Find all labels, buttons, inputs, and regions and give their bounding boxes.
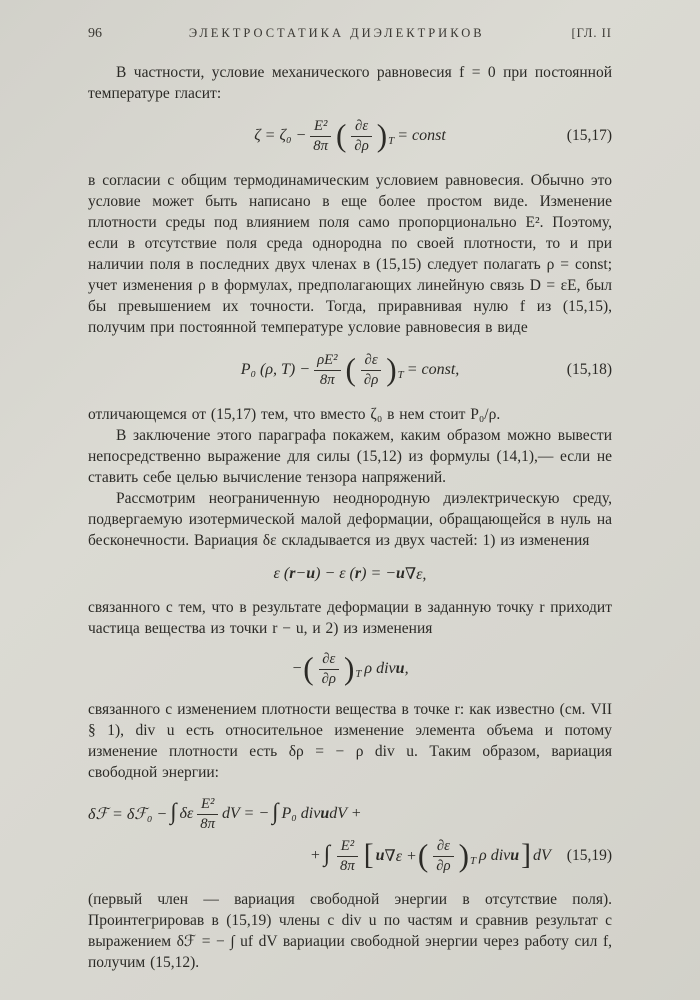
equation-15-18	[88, 348, 612, 392]
fraction	[351, 118, 371, 155]
eq-text: ∇ε +	[384, 848, 417, 865]
paragraph-8: (первый член — вариация свободной энергии в отсутствие поля). Проинтегрировав в (15,19) члены с div u по частям и сравнив результат с выражением δℱ = − ∫ uf dV вариации свободной энергии через работу сил f, получим (15,12).	[88, 891, 612, 971]
eq-text: ρ div	[364, 660, 396, 677]
left-bracket: [	[363, 839, 374, 872]
right-paren: )	[343, 651, 355, 687]
equation-number: (15,17)	[566, 127, 612, 144]
equation-body	[310, 838, 551, 875]
eq-text: ) = −	[361, 565, 397, 582]
eq-text: ρ div	[479, 847, 511, 864]
eq-text: ,	[404, 660, 409, 677]
fraction	[197, 796, 218, 833]
running-title: ЭЛЕКТРОСТАТИКА ДИЭЛЕКТРИКОВ	[188, 26, 485, 40]
vector-u: u	[306, 565, 316, 582]
fraction-numerator: ∂ε	[361, 352, 381, 371]
fraction-numerator: E²	[310, 118, 331, 137]
fraction-numerator: ρE²	[314, 352, 340, 371]
paragraph-1: В частности, условие механического равновесия f = 0 при постоянной температуре гласит:	[88, 64, 612, 102]
integral-sign: ∫	[323, 841, 331, 868]
right-bracket: ]	[521, 839, 532, 872]
paragraph-3: отличающемся от (15,17) тем, что вместо ζ₀ в нем стоит P₀/ρ.	[88, 406, 501, 423]
equation-body	[88, 796, 362, 833]
eq-text: −	[291, 660, 303, 677]
vector-r: r	[289, 565, 296, 582]
right-paren: )	[386, 352, 397, 388]
fraction-denominator: ∂ρ	[363, 371, 379, 388]
left-paren: (	[345, 352, 356, 388]
subscript-T: T	[355, 667, 362, 680]
fraction	[319, 651, 339, 688]
fraction-numerator: ∂ε	[433, 838, 453, 857]
fraction	[310, 118, 331, 155]
subscript-T: T	[397, 368, 404, 381]
vector-u: u	[320, 805, 330, 822]
fraction-denominator: 8π	[200, 815, 216, 832]
integral-sign: ∫	[170, 799, 177, 826]
vector-r: r	[354, 565, 362, 582]
fraction-denominator: ∂ρ	[321, 670, 336, 687]
fraction	[361, 352, 381, 389]
eq-text: ) − ε (	[315, 565, 355, 582]
fraction-numerator: E²	[197, 796, 218, 815]
vector-u: u	[375, 847, 385, 864]
eq-text: −	[295, 565, 307, 582]
fraction-numerator: ∂ε	[319, 651, 339, 670]
fraction-numerator: ∂ε	[351, 118, 371, 137]
chapter-label: [ГЛ. II	[571, 26, 612, 40]
fraction	[433, 838, 453, 875]
eq-text: = const	[397, 127, 446, 144]
eq-text: ε (	[273, 565, 290, 582]
eq-text: dV = −	[222, 805, 270, 822]
fraction-denominator: 8π	[340, 857, 355, 874]
equation-variation	[88, 559, 612, 589]
subscript-T: T	[469, 854, 477, 867]
eq-text: P₀ div	[281, 805, 321, 822]
page-header	[88, 26, 612, 42]
eq-text: = const,	[406, 361, 460, 378]
left-paren: (	[336, 118, 347, 154]
eq-text: dV	[533, 847, 551, 864]
eq-text: +	[309, 847, 321, 864]
eq-text: ∇ε,	[404, 566, 427, 583]
eq-text: dV +	[329, 805, 362, 822]
paragraph-4: В заключение этого параграфа покажем, каким образом можно вывести непосредственно выражение для силы (15,12) из формулы (14,1),— если не ставить себе целью вычисление тензора напряжений.	[88, 427, 612, 486]
equation-body	[241, 352, 460, 389]
eq-text: δℱ = δℱ₀ −	[88, 806, 168, 823]
fraction	[337, 838, 358, 875]
paragraph-2: в согласии с общим термодинамическим условием равновесия. Обычно это условие может быть написано в еще более простом виде. Изменение плотности среды под влиянием поля само пропорционально E². Поэтому, если в отсутствие поля среда однородна по своей плотности, то и при наличии поля в последних двух членах в (15,15) следует полагать ρ = const; учет изменения ρ в формулах, предполагающих линейную связь D = εE, был бы превышением их точности. Тогда, приравнивая нулю f из (15,15), получим при постоянной температуре условие равновесия в виде	[88, 172, 612, 336]
vector-u: u	[395, 660, 405, 677]
eq-text: δε	[179, 805, 194, 822]
paragraph-5: Рассмотрим неограниченную неоднородную диэлектрическую среду, подвергаемую изотермической малой деформации, обращающейся в нуль на бесконечности. Вариация δε складывается из двух частей: 1) из изменения	[88, 490, 612, 549]
equation-number: (15,19)	[566, 847, 612, 864]
eq-text: P₀ (ρ, T) −	[240, 361, 311, 378]
vector-u: u	[396, 565, 405, 582]
equation-body	[291, 651, 408, 688]
equation-body	[274, 564, 427, 584]
left-paren: (	[303, 651, 314, 687]
paragraph-7: связанного с изменением плотности вещества в точке r: как известно (см. VII § 1), div u есть относительное изменение элемента объема и потому изменение плотности есть δρ = − ρ div u. Таким образом, вариация свободной энергии:	[88, 701, 612, 781]
equation-line-2	[88, 835, 612, 877]
equation-body	[254, 118, 446, 155]
fraction	[314, 352, 340, 389]
equation-number: (15,18)	[566, 361, 612, 378]
fraction-numerator: E²	[337, 838, 358, 857]
fraction-denominator: ∂ρ	[436, 857, 451, 874]
fraction-denominator: 8π	[319, 371, 335, 388]
left-paren: (	[417, 838, 429, 874]
integral-sign: ∫	[272, 799, 279, 826]
vector-u: u	[510, 847, 520, 864]
equation-15-17	[88, 114, 612, 158]
fraction-denominator: ∂ρ	[354, 137, 369, 154]
subscript-T: T	[388, 134, 395, 147]
right-paren: )	[376, 118, 388, 154]
equation-line-1	[88, 793, 612, 835]
page-number: 96	[88, 26, 102, 41]
paragraph-6: связанного с тем, что в результате деформации в заданную точку r приходит частица вещества из точки r − u, и 2) из изменения	[88, 599, 612, 637]
equation-15-19	[88, 793, 612, 877]
eq-text: ζ = ζ₀ −	[254, 127, 307, 144]
fraction-denominator: 8π	[313, 137, 329, 154]
equation-div-term	[88, 647, 612, 691]
right-paren: )	[458, 838, 469, 874]
